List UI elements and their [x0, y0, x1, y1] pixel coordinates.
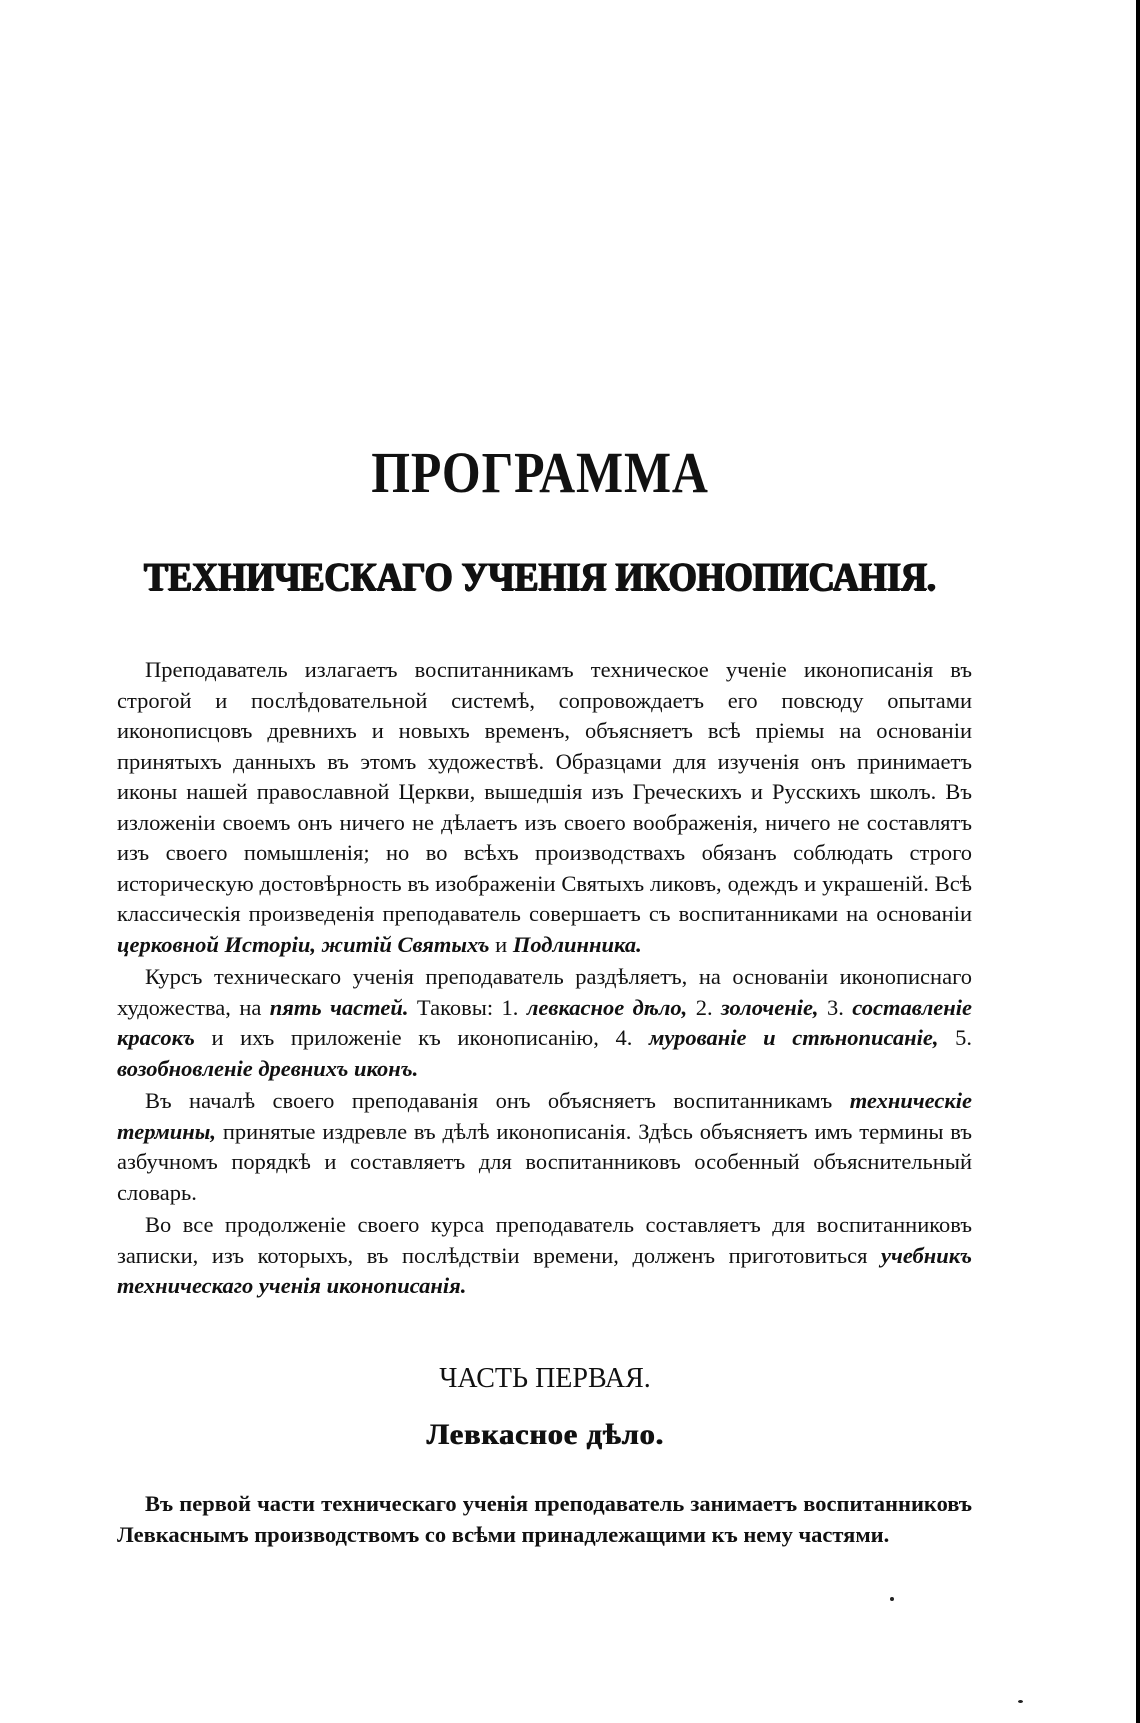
italic-term: пять частей. — [269, 994, 409, 1020]
italic-term: составленіе красокъ — [117, 994, 973, 1050]
text-run: 2. — [687, 994, 722, 1020]
italic-term: мурованіе и стѣнописаніе, — [648, 1025, 939, 1050]
part-heading: ЧАСТЬ ПЕРВАЯ. — [439, 1363, 651, 1394]
ink-speck — [1018, 1700, 1023, 1703]
text-run: Въ началѣ своего преподаванія онъ объясняетъ воспитанникамъ — [145, 1088, 850, 1113]
intro-paragraph — [117, 962, 972, 1084]
closing-text-block — [117, 1488, 972, 1550]
part-subheading: Левкасное дѣло. — [426, 1418, 664, 1451]
italic-term: церковной Исторіи, житій Святыхъ — [117, 931, 490, 957]
ink-speck — [890, 1597, 894, 1601]
text-run: Преподаватель излагаетъ воспитанникамъ техническое ученіе иконописанія въ строгой и послѣдовательной системѣ, сопровождаетъ его повсюду опытами иконописцовъ древнихъ и новыхъ временъ, объясняетъ всѣ пріемы на основаніи принятыхъ данныхъ въ этомъ художествѣ. Образцами для изученія онъ принимаетъ иконы нашей православной Церкви, вышедшія изъ Греческихъ и Русскихъ школъ. Въ изложеніи своемъ онъ ничего не дѣлаетъ изъ своего воображенія, ничего не составлятъ изъ своего помышленія; но во всѣхъ производствахъ обязанъ соблюдать строго историческую достовѣрность въ изображеніи Святыхъ ликовъ, одеждъ и украшеній. Всѣ классическія произведенія преподаватель совершаетъ съ воспитанниками на основаніи — [117, 657, 972, 926]
text-run: 3. — [818, 994, 853, 1020]
italic-term: золоченіе, — [721, 994, 819, 1020]
intro-paragraph — [117, 655, 972, 960]
italic-term: техническіе термины, — [117, 1088, 972, 1144]
intro-text-block — [117, 655, 972, 1304]
text-run: Курсъ техническаго ученія преподаватель раздѣляетъ, на основаніи иконописнаго художества, на — [117, 964, 972, 1020]
text-run: Во все продолженіе своего курса преподаватель составляетъ для воспитанниковъ записки, изъ которыхъ, въ послѣдствіи времени, долженъ приготовиться — [117, 1212, 972, 1268]
scan-edge — [1136, 0, 1140, 1723]
intro-paragraph — [117, 1086, 972, 1208]
italic-term: учебникъ техническаго ученія иконописанія. — [117, 1242, 972, 1298]
intro-paragraph — [117, 1210, 972, 1302]
text-run: принятые издревле въ дѣлѣ иконописанія. Здѣсь объясняетъ имъ термины въ азбучномъ порядкѣ и составляетъ для воспитанниковъ особенный объяснительный словарь. — [117, 1118, 972, 1205]
closing-paragraph: Въ первой части техническаго ученія преподаватель занимаетъ воспитанниковъ Левкаснымъ производствомъ со всѣми принадлежащими къ нему частями. — [117, 1491, 972, 1547]
text-run: 5. — [938, 1025, 972, 1050]
italic-term: левкасное дѣло, — [526, 994, 688, 1020]
italic-term: Подлинника. — [512, 931, 642, 957]
text-run: и — [489, 931, 513, 957]
page-title: ПРОГРАММА — [371, 439, 709, 505]
page-subtitle: ТЕХНИЧЕСКАГО УЧЕНІЯ ИКОНОПИСАНІЯ. — [144, 554, 936, 600]
text-run: и ихъ приложеніе къ иконописанію, 4. — [194, 1025, 649, 1050]
italic-term: возобновленіе древнихъ иконъ. — [117, 1055, 419, 1081]
text-run: Таковы: 1. — [408, 994, 527, 1020]
